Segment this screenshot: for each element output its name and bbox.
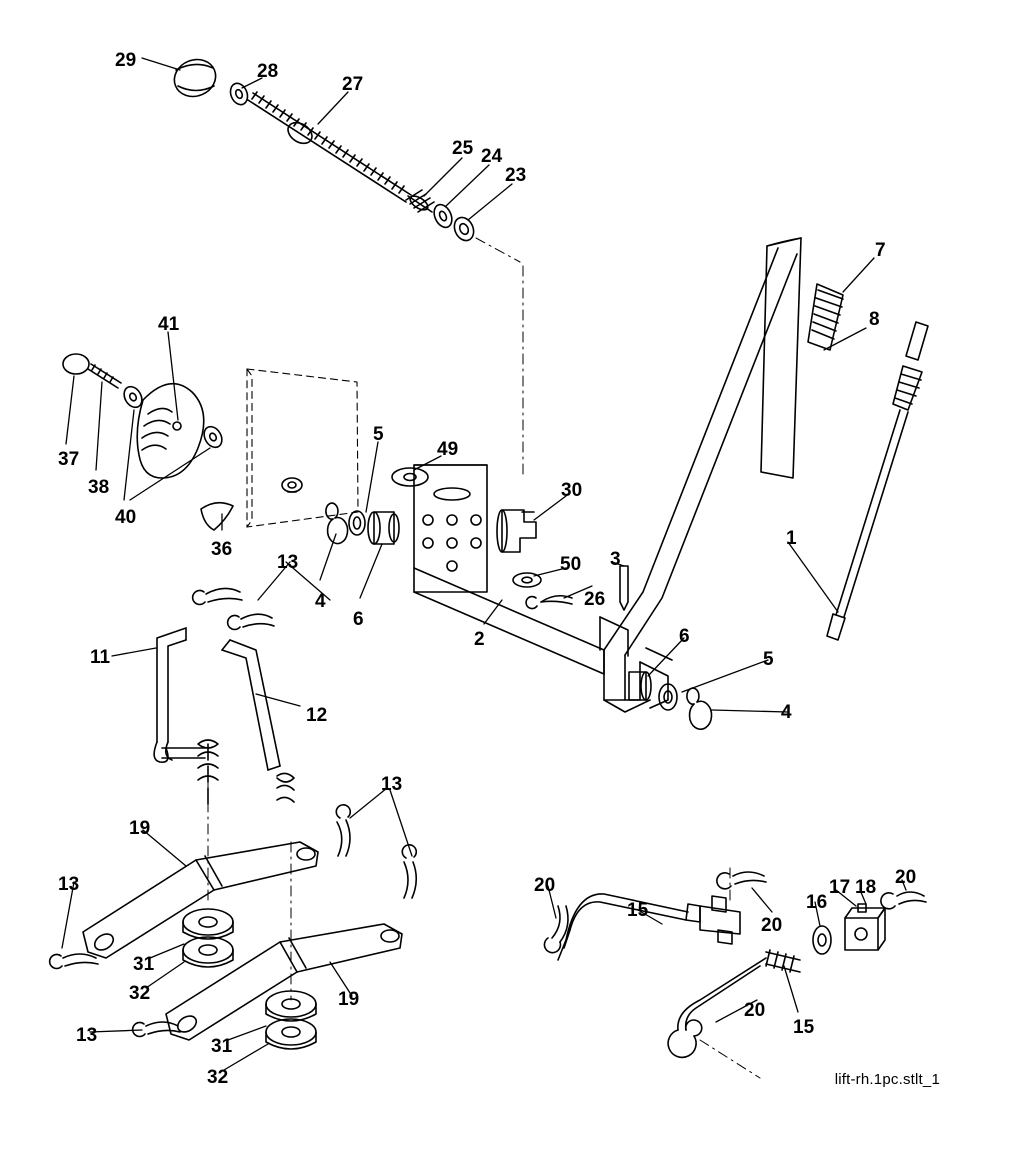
callout-13-c: 13: [58, 874, 80, 895]
callout-38: 38: [88, 477, 110, 498]
callout-30: 30: [561, 480, 583, 501]
drawing-code-label: lift-rh.1pc.stlt_1: [834, 1071, 940, 1088]
part-3-pin: [620, 566, 628, 610]
callout-12: 12: [306, 705, 328, 726]
part-1-cable: [827, 410, 908, 640]
part-40-washers: [121, 383, 226, 450]
callout-16: 16: [806, 892, 828, 913]
callout-5-upper: 5: [373, 424, 384, 445]
part-4-retaining-ring-right: [687, 688, 712, 729]
callout-19-upper: 19: [129, 818, 151, 839]
part-13-cotter-pin-b: [228, 614, 274, 629]
part-32-bushing-lower: [266, 1019, 316, 1049]
callout-6-left: 6: [353, 609, 364, 630]
part-23-nut: [451, 214, 477, 243]
callout-49: 49: [437, 439, 459, 460]
part-13-cotter-pin-c: [336, 805, 350, 856]
part-16-washer: [813, 926, 831, 954]
callout-20-c: 20: [761, 915, 783, 936]
callout-13-a: 13: [277, 552, 299, 573]
part-27-threaded-rod: [248, 92, 411, 202]
callout-13-b: 13: [381, 774, 403, 795]
part-11-rod: [154, 628, 218, 804]
callout-2: 2: [474, 629, 485, 650]
part-7-spring: [808, 284, 843, 350]
lift-handle-lever: [600, 248, 797, 712]
callout-15-a: 15: [627, 900, 649, 921]
callout-26: 26: [584, 589, 606, 610]
part-13-cotter-pin-e: [50, 954, 98, 968]
callout-27: 27: [342, 74, 364, 95]
callout-13-d: 13: [76, 1025, 98, 1046]
callout-32-upper: 32: [129, 983, 151, 1004]
callout-41: 41: [158, 314, 180, 335]
callout-23: 23: [505, 165, 527, 186]
part-19-lift-link-upper: [83, 842, 318, 958]
callout-40: 40: [115, 507, 137, 528]
callout-50: 50: [560, 554, 582, 575]
callout-4-left: 4: [315, 591, 326, 612]
part-5-washer-left: [349, 511, 365, 535]
callout-7: 7: [875, 240, 886, 261]
part-12-rod: [222, 640, 294, 802]
callout-3: 3: [610, 549, 621, 570]
part-4-retaining-ring-left: [326, 503, 348, 543]
part-17-18-block: [845, 904, 885, 950]
callout-31-lower: 31: [211, 1036, 233, 1057]
part-15-rod-upper: [558, 894, 740, 960]
part-36-clip: [201, 503, 233, 530]
part-13-cotter-pin-a: [193, 588, 242, 604]
part-8-cable-end: [893, 322, 928, 410]
part-32-bushing-upper: [183, 937, 233, 967]
callout-37: 37: [58, 449, 80, 470]
callout-31-upper: 31: [133, 954, 155, 975]
part-31-bushing-upper: [183, 909, 233, 939]
part-30-fitting: [497, 510, 536, 552]
part-49-washer: [392, 468, 428, 486]
part-25-spring: [406, 190, 434, 213]
callout-20-a: 20: [534, 875, 556, 896]
callout-25: 25: [452, 138, 474, 159]
callout-6-right: 6: [679, 626, 690, 647]
callout-29: 29: [115, 50, 137, 71]
callout-1: 1: [786, 528, 797, 549]
part-41-lever-knob: [137, 384, 204, 478]
mounting-plate-phantom: [247, 369, 358, 527]
part-37-cap: [63, 354, 89, 374]
callout-15-b: 15: [793, 1017, 815, 1038]
part-20-pin-b: [717, 872, 766, 889]
callout-4-right: 4: [781, 702, 792, 723]
part-19-lift-link-lower: [166, 924, 402, 1040]
callout-20-b: 20: [895, 867, 917, 888]
part-38-screw: [88, 364, 121, 388]
callout-24: 24: [481, 146, 503, 167]
callout-11: 11: [90, 647, 111, 668]
callout-32-lower: 32: [207, 1067, 229, 1088]
callout-8: 8: [869, 309, 880, 330]
callout-18: 18: [855, 877, 877, 898]
part-13-cotter-pin-d: [402, 845, 416, 898]
callout-20-d: 20: [744, 1000, 766, 1021]
plate-bushing: [282, 478, 302, 492]
callout-5-right: 5: [763, 649, 774, 670]
part-24-washer: [431, 202, 456, 231]
part-20-pin-c: [881, 892, 926, 909]
callout-17: 17: [829, 877, 851, 898]
callout-28: 28: [257, 61, 279, 82]
callout-36: 36: [211, 539, 233, 560]
callout-19-lower: 19: [338, 989, 360, 1010]
part-29-knob: [169, 53, 221, 102]
part-15-rod-lower: [668, 950, 800, 1057]
part-6-spacer-left: [368, 512, 399, 544]
